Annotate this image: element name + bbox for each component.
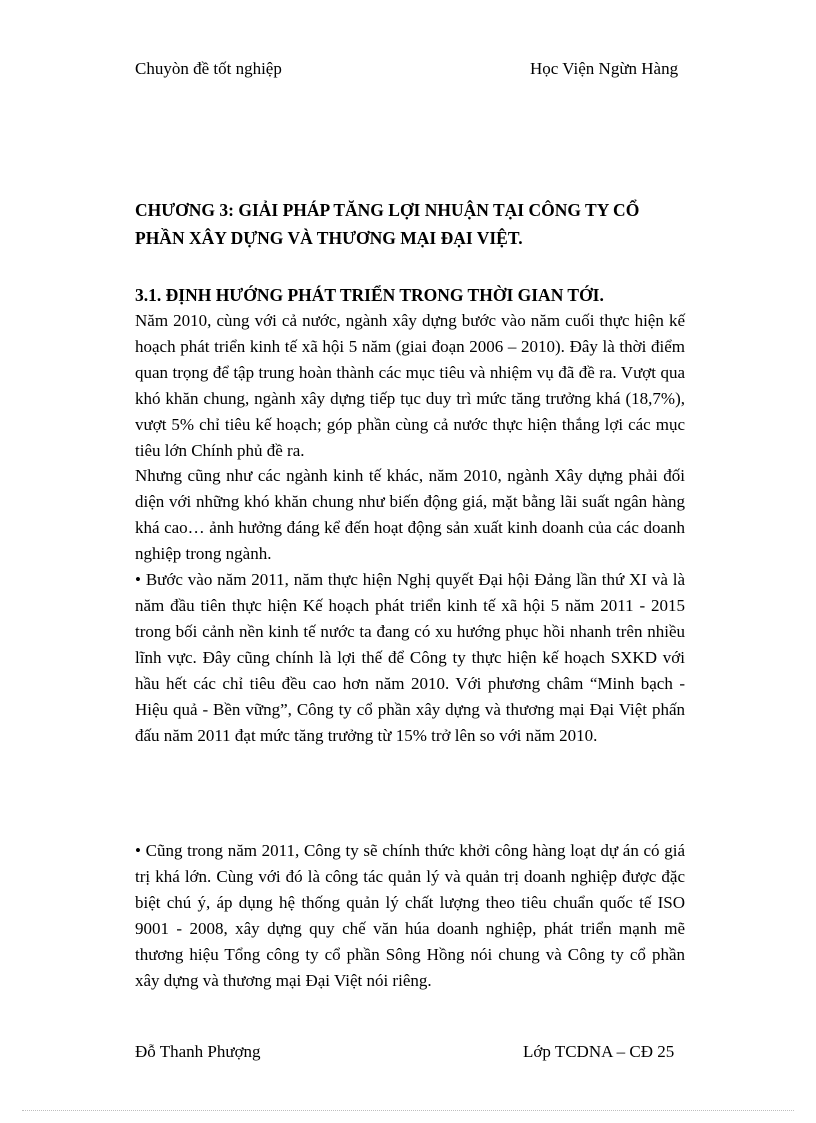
page-bottom-divider [22,1110,794,1111]
section-title: 3.1. ĐỊNH HƯỚNG PHÁT TRIỂN TRONG THỜI GIAN TỚI. [135,285,604,305]
header-right-title: Học Viện Ngừn Hàng [530,59,679,78]
paragraph-3: • Bước vào năm 2011, năm thực hiện Nghị quyết Đại hội Đảng lần thứ XI và là năm đầu tiên thực hiện Kế hoạch phát triển kinh tế xã hội 5 năm 2011 - 2015 trong bối cảnh nền kinh tế nước ta đang có xu hướng phục hồi nhanh trên nhiều lĩnh vực. Đây cũng chính là lợi thế để Công ty thực hiện kế hoạch SXKD với hầu hết các chỉ tiêu đều cao hơn năm 2010. Với phương châm “Minh bạch - Hiệu quả - Bền vững”, Công ty cổ phần xây dựng và thương mại Đại Việt phấn đấu năm 2011 đạt mức tăng trưởng từ 15% trở lên so với năm 2010. [135,570,685,745]
header-left-title: Chuyòn đề tốt nghiệp [135,59,282,78]
footer-author: Đỗ Thanh Phượng [135,1042,261,1061]
chapter-title: CHƯƠNG 3: GIẢI PHÁP TĂNG LỢI NHUẬN TẠI CÔNG TY CỔ PHẦN XÂY DỰNG VÀ THƯƠNG MẠI ĐẠI VIỆT. [135,200,640,248]
footer-class: Lớp TCDNA – CĐ 25 [523,1042,675,1061]
body-text-block-2 [135,838,685,993]
body-text-block-1 [135,308,685,748]
paragraph-1: Năm 2010, cùng với cả nước, ngành xây dựng bước vào năm cuối thực hiện kế hoạch phát triển kinh tế xã hội 5 năm (giai đoạn 2006 – 2010). Đây là thời điểm quan trọng để tập trung hoàn thành các mục tiêu và nhiệm vụ đã đề ra. Vượt qua khó khăn chung, ngành xây dựng tiếp tục duy trì mức tăng trưởng khá (18,7%), vượt 5% chỉ tiêu kế hoạch; góp phần cùng cả nước thực hiện thắng lợi các mục tiêu lớn Chính phủ đề ra. [135,311,685,460]
paragraph-2: Nhưng cũng như các ngành kinh tế khác, năm 2010, ngành Xây dựng phải đối diện với những khó khăn chung như biến động giá, mặt bằng lãi suất ngân hàng khá cao… ảnh hưởng đáng kể đến hoạt động sản xuất kinh doanh của các doanh nghiệp trong ngành. [135,466,685,564]
paragraph-4: • Cũng trong năm 2011, Công ty sẽ chính thức khởi công hàng loạt dự án có giá trị khá lớn. Cùng với đó là công tác quản lý và quản trị doanh nghiệp được đặc biệt chú ý, áp dụng hệ thống quản lý chất lượng theo tiêu chuẩn quốc tế ISO 9001 - 2008, xây dựng quy chế văn húa doanh nghiệp, phát triển mạnh mẽ thương hiệu Tổng công ty cổ phần Sông Hồng nói chung và Công ty cổ phần xây dựng và thương mại Đại Việt nói riêng. [135,841,685,990]
